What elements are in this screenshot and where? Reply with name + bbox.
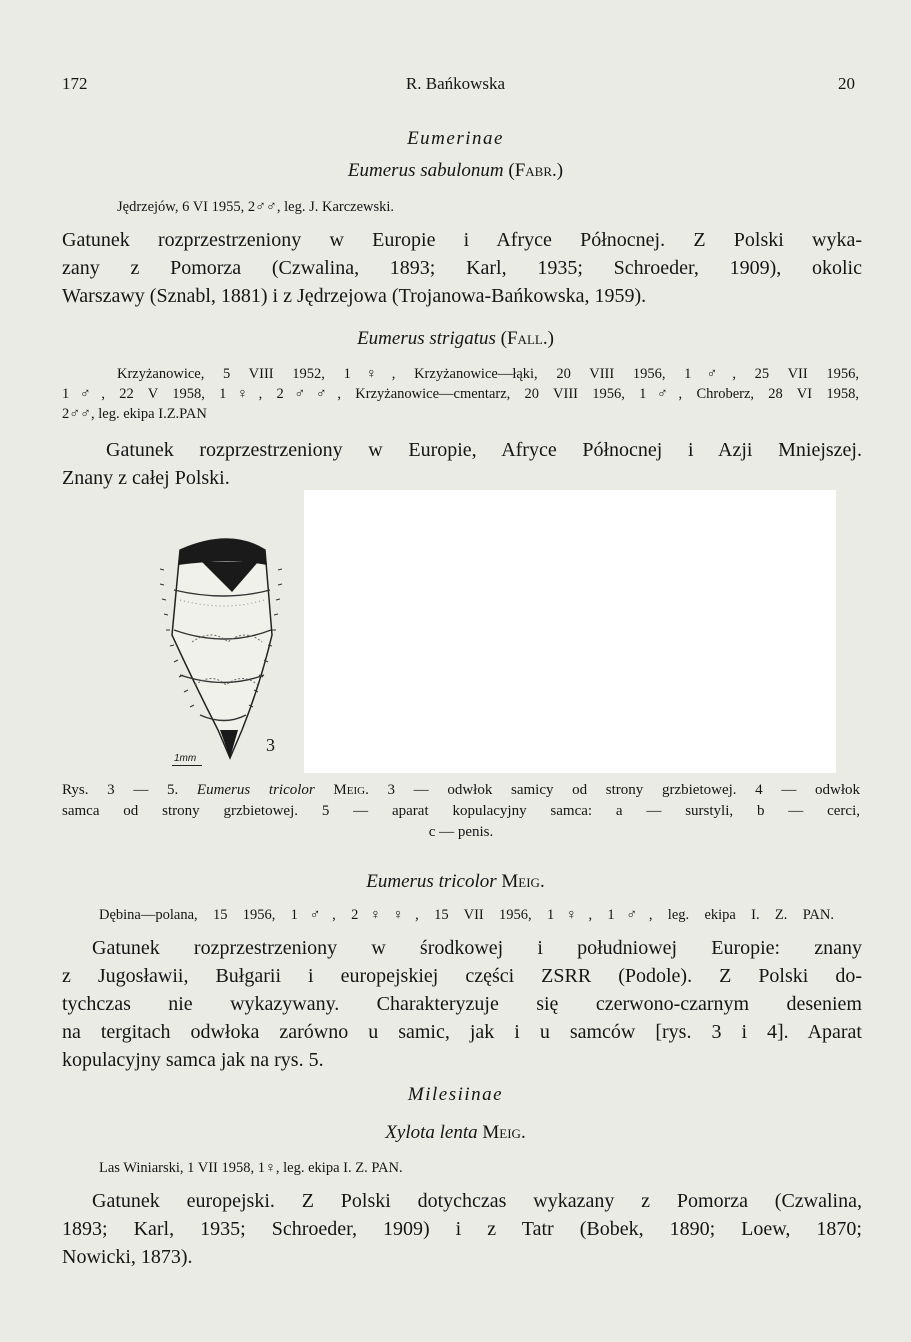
caption-text: 3 — odwłok samicy od strony grzbietowej. 4 — odwłok <box>387 782 861 798</box>
species-heading <box>0 160 911 182</box>
text-line: Gatunek rozprzestrzeniony w środkowej i południowej Europie: znany <box>92 937 862 959</box>
scale-label: 1mm <box>174 753 197 764</box>
record-line: Dębina—polana, 15 1956, 1♂, 2♀♀, 15 VII 1956, 1♀, 1♂, leg. ekipa I. Z. PAN. <box>99 907 834 923</box>
text-line: z Jugosławii, Bułgarii i europejskiej części ZSRR (Podole). Z Polski do- <box>62 965 862 987</box>
species-name: Eumerus tricolor <box>366 871 497 892</box>
species-heading <box>0 1122 911 1144</box>
caption-species: Eumerus tricolor <box>196 782 315 798</box>
species-author: Meig. <box>501 871 545 892</box>
text-line: 1893; Karl, 1935; Schroeder, 1909) i z Tatr (Bobek, 1890; Loew, 1870; <box>62 1218 862 1240</box>
species-name: Xylota lenta <box>385 1122 478 1143</box>
text-line: Warszawy (Sznabl, 1881) i z Jędrzejowa (Trojanowa-Bańkowska, 1959). <box>62 285 647 307</box>
text-line: na tergitach odwłoka zarówno u samic, jak i u samców [rys. 3 i 4]. Aparat <box>62 1021 862 1043</box>
record-line: Jędrzejów, 6 VI 1955, 2♂♂, leg. J. Karczewski. <box>117 199 395 215</box>
record-line: Las Winiarski, 1 VII 1958, 1♀, leg. ekipa I. Z. PAN. <box>99 1160 403 1176</box>
caption-author: Meig. <box>333 782 369 798</box>
species-author: Meig. <box>482 1122 526 1143</box>
text-line: kopulacyjny samca jak na rys. 5. <box>62 1049 324 1071</box>
paragraph <box>62 436 862 492</box>
caption-line: samca od strony grzbietowej. 5 — aparat kopulacyjny samca: a — surstyli, b — cerci, <box>62 803 860 819</box>
subfamily-heading: Eumerinae <box>407 128 504 149</box>
species-author: (Fall.) <box>500 328 554 349</box>
text-line: tychczas nie wykazywany. Charakteryzuje się czerwono-czarnym deseniem <box>62 993 862 1015</box>
blank-figure-area <box>304 490 836 773</box>
text-line: Gatunek europejski. Z Polski dotychczas wykazany z Pomorza (Czwalina, <box>92 1190 862 1212</box>
subfamily-heading: Milesiinae <box>407 1084 504 1105</box>
record-block <box>62 364 859 424</box>
text-line: Znany z całej Polski. <box>62 467 230 489</box>
text-line: Gatunek rozprzestrzeniony w Europie, Afryce Północnej i Azji Mniejszej. <box>106 439 862 461</box>
running-head-author: R. Bańkowska <box>405 74 506 93</box>
text-line: Nowicki, 1873). <box>62 1246 193 1268</box>
record-line: 2♂♂, leg. ekipa I.Z.PAN <box>62 406 207 422</box>
caption-line: c — penis. <box>428 824 494 840</box>
species-name: Eumerus sabulonum <box>347 160 504 181</box>
text-line: Gatunek rozprzestrzeniony w Europie i Afryce Północnej. Z Polski wyka- <box>62 229 862 251</box>
page-number: 172 <box>62 74 88 93</box>
species-heading <box>0 328 911 350</box>
figure-caption <box>62 780 860 843</box>
paragraph <box>62 1187 862 1271</box>
record-line: Krzyżanowice, 5 VIII 1952, 1♀, Krzyżanowice—łąki, 20 VIII 1956, 1♂, 25 VII 1956, <box>117 366 859 382</box>
species-name: Eumerus strigatus <box>357 328 496 349</box>
figure-number: 3 <box>266 735 275 755</box>
scale-bar <box>172 765 202 766</box>
text-line: zany z Pomorza (Czwalina, 1893; Karl, 1935; Schroeder, 1909), okolic <box>62 257 862 279</box>
species-heading <box>0 871 911 893</box>
species-author: (Fabr.) <box>508 160 564 181</box>
caption-label: Rys. 3 — 5. <box>62 782 179 798</box>
caption-line <box>62 780 860 801</box>
paragraph <box>62 934 862 1074</box>
journal-page-number: 20 <box>838 74 855 93</box>
record-line: 1♂, 22 V 1958, 1♀, 2♂♂, Krzyżanowice—cmentarz, 20 VIII 1956, 1♂, Chroberz, 28 VI 1958, <box>62 386 859 402</box>
paragraph <box>62 226 862 310</box>
